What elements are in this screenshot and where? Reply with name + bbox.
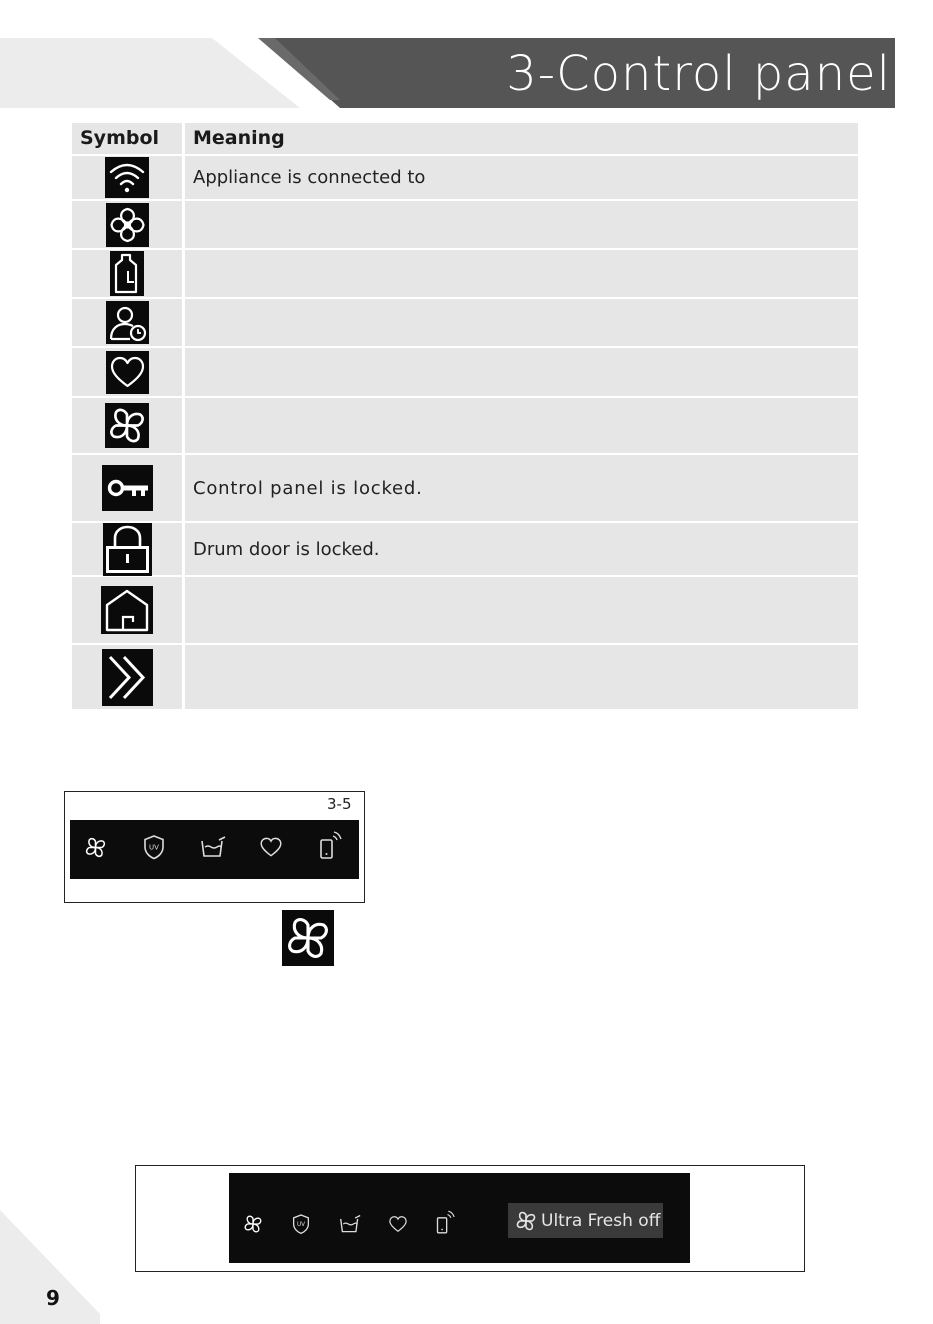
uv-shield-icon[interactable] <box>143 834 165 860</box>
table-header-meaning: Meaning <box>185 123 858 154</box>
svg-text:UV: UV <box>296 1222 306 1229</box>
meaning-cell: Drum door is locked. <box>185 523 858 575</box>
table-row <box>72 577 182 643</box>
detergent-bottle-icon <box>110 251 144 296</box>
meaning-cell <box>185 348 858 396</box>
ultra-fresh-fan-icon <box>105 403 149 448</box>
heart-icon[interactable] <box>387 1214 409 1234</box>
phone-signal-icon[interactable] <box>318 830 342 860</box>
home-icon <box>101 586 153 634</box>
page-number: 9 <box>46 1286 60 1310</box>
meaning-cell <box>185 577 858 643</box>
table-row <box>72 455 182 521</box>
page-title: 3-Control panel <box>506 46 891 102</box>
svg-text:UV: UV <box>149 843 159 852</box>
ultra-fresh-fan-icon <box>514 1209 538 1233</box>
wifi-icon <box>105 157 149 198</box>
meaning-cell <box>185 645 858 709</box>
ultra-fresh-fan-icon[interactable] <box>242 1213 264 1235</box>
flower-fan-icon <box>106 203 149 247</box>
table-row <box>72 156 182 199</box>
meaning-cell <box>185 299 858 346</box>
meaning-cell <box>185 250 858 297</box>
tub-icon[interactable] <box>338 1213 362 1235</box>
table-header-symbol: Symbol <box>72 123 182 154</box>
heart-icon <box>106 351 149 394</box>
control-panel-bar-1 <box>70 820 359 879</box>
heart-icon[interactable] <box>258 835 284 859</box>
padlock-icon <box>103 523 152 576</box>
meaning-cell <box>185 201 858 248</box>
ultra-fresh-status-text: Ultra Fresh off <box>541 1210 661 1231</box>
meaning-cell: Appliance is connected to <box>185 156 858 199</box>
user-clock-icon <box>106 301 149 344</box>
ultra-fresh-status-badge <box>508 1203 663 1238</box>
ultra-fresh-fan-icon[interactable] <box>83 835 108 860</box>
tub-icon[interactable] <box>199 834 227 860</box>
phone-signal-icon[interactable] <box>435 1209 455 1235</box>
table-row <box>72 398 182 453</box>
double-chevron-icon <box>102 649 153 706</box>
table-row <box>72 201 182 248</box>
table-row <box>72 645 182 709</box>
table-row <box>72 299 182 346</box>
figure-label: 3-5 <box>327 795 352 813</box>
meaning-cell <box>185 398 858 453</box>
table-row <box>72 523 182 575</box>
uv-shield-icon[interactable] <box>292 1213 310 1235</box>
table-row <box>72 250 182 297</box>
ultra-fresh-fan-icon <box>282 910 334 966</box>
key-icon <box>102 465 153 511</box>
table-row <box>72 348 182 396</box>
meaning-cell: Control panel is locked. <box>185 455 858 521</box>
